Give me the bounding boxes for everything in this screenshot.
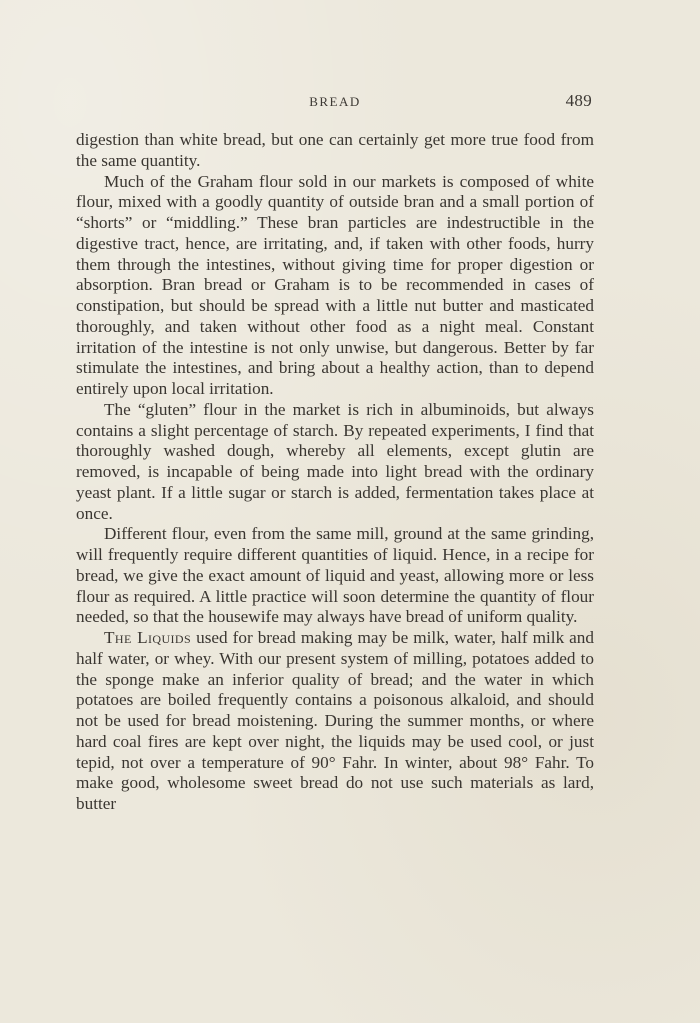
section-heading-liquids: The Liquids	[104, 628, 192, 647]
paragraph-continuation: digestion than white bread, but one can certainly get more true food from the same quantity.	[76, 130, 594, 170]
page-number: 489	[565, 91, 592, 110]
running-head	[76, 92, 594, 112]
paragraph-different-flour: Different flour, even from the same mill, ground at the same grinding, will frequently require different quantities of liquid. Hence, in a recipe for bread, we give the exact amount of liquid and yeast, allowing more or less flour as required. A little practice will soon determine the quantity of flour needed, so that the housewife may always have bread of uniform quality.	[76, 524, 594, 627]
paragraph-graham-flour: Much of the Graham flour sold in our markets is composed of white flour, mixed with a goodly quantity of outside bran and a small portion of “shorts” or “middling.” These bran particles are indestructible in the digestive tract, hence, are irritating, and, if taken with other foods, hurry them through the intestines, without giving time for proper digestion or absorption. Bran bread or Graham is to be recommended in cases of constipation, but should be spread with a little nut butter and masticated thoroughly, and taken without other food as a night meal. Constant irritation of the intestine is not only unwise, but dangerous. Better by far stimulate the intestines, and bring about a healthy action, than to depend entirely upon local irritation.	[76, 171, 594, 398]
running-title: BREAD	[309, 94, 361, 109]
paragraph-liquids	[76, 628, 594, 815]
body-text	[76, 130, 594, 815]
paragraph-liquids-text: used for bread making may be milk, water, half milk and half water, or whey. With our present system of milling, potatoes added to the sponge make an inferior quality of bread; and the water in which potatoes are boiled frequently contains a poisonous alkaloid, and should not be used for bread moistening. During the summer months, or where hard coal fires are kept over night, the liquids may be used cool, or just tepid, not over a temperature of 90° Fahr. In winter, about 98° Fahr. To make good, wholesome sweet bread do not use such materials as lard, butter	[76, 628, 594, 813]
paragraph-gluten-flour: The “gluten” flour in the market is rich in albuminoids, but always contains a slight percentage of starch. By repeated experiments, I find that thoroughly washed dough, whereby all elements, except glutin are removed, is incapable of being made into light bread with the ordinary yeast plant. If a little sugar or starch is added, fermentation takes place at once.	[76, 399, 594, 523]
